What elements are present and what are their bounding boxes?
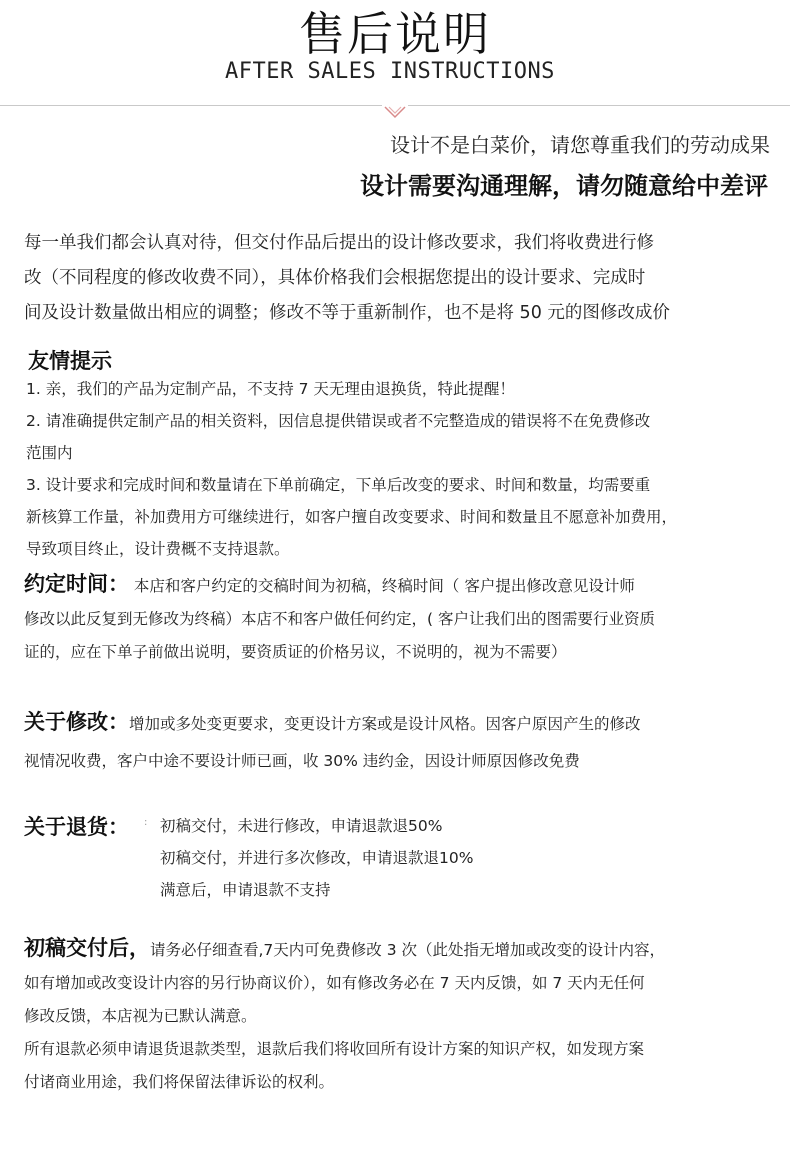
- agreed-time-line: 修改以此反复到无修改为终稿）本店不和客户做任何约定，( 客户让我们出的图需要行业资质: [24, 610, 655, 628]
- tip-line: 范围内: [26, 444, 73, 462]
- tip-line: 导致项目终止，设计费概不支持退款。: [26, 540, 290, 558]
- return-item: 满意后，申请退款不支持: [160, 881, 331, 899]
- tip-line: 2. 请准确提供定制产品的相关资料，因信息提供错误或者不完整造成的错误将不在免费修改: [26, 412, 651, 430]
- agreed-time-line: 证的，应在下单子前做出说明，要资质证的价格另议，不说明的，视为不需要）: [24, 643, 567, 661]
- agreed-time-first-line: [24, 568, 784, 603]
- agreed-time-section: [24, 568, 784, 669]
- tips-heading: 友情提示: [28, 349, 112, 373]
- about-returns-list: [160, 810, 473, 906]
- intro-paragraph: [24, 226, 774, 331]
- intro-line: 间及设计数量做出相应的调整；修改不等于重新制作，也不是将 50 元的图修改成价: [24, 303, 670, 323]
- intro-line: 改（不同程度的修改收费不同），具体价格我们会根据您提出的设计要求、完成时: [24, 268, 646, 288]
- about-changes-heading: 关于修改：: [24, 710, 129, 734]
- after-delivery-line: 修改反馈，本店视为已默认满意。: [24, 1007, 257, 1025]
- about-returns-mark: :: [144, 817, 148, 828]
- tip-line: 新核算工作量，补加费用方可继续进行，如客户擅自改变要求、时间和数量且不愿意补加费用，: [26, 508, 678, 526]
- return-item: 初稿交付，未进行修改，申请退款退50%: [160, 817, 443, 835]
- agreed-time-heading: 约定时间：: [24, 572, 129, 596]
- after-delivery-line: 请务必仔细查看,7天内可免费修改 3 次（此处指无增加或改变的设计内容，: [150, 941, 666, 959]
- after-delivery-line: 所有退款必须申请退货退款类型，退款后我们将收回所有设计方案的知识产权，如发现方案: [24, 1040, 645, 1058]
- return-item: 初稿交付，并进行多次修改，申请退款退10%: [160, 849, 474, 867]
- intro-line: 每一单我们都会认真对待，但交付作品后提出的设计修改要求，我们将收费进行修: [24, 233, 654, 253]
- page-title: 售后说明: [299, 7, 491, 61]
- tip-line: 1. 亲，我们的产品为定制产品，不支持 7 天无理由退换货，特此提醒！: [26, 380, 515, 398]
- about-changes-first-line: [24, 706, 784, 741]
- about-changes-line: 视情况收费，客户中途不要设计师已画，收 30% 违约金，因设计师原因修改免费: [24, 752, 580, 770]
- after-delivery-line: 如有增加或改变设计内容的另行协商议价），如有修改务必在 7 天内反馈，如 7 天内无任何: [24, 974, 645, 992]
- tips-list: [26, 373, 776, 565]
- after-delivery-first-line: [24, 932, 784, 967]
- slogan-no-bad-review: 设计需要沟通理解，请勿随意给中差评: [360, 172, 768, 200]
- tip-line: 3. 设计要求和完成时间和数量请在下单前确定，下单后改变的要求、时间和数量，均需要重: [26, 476, 651, 494]
- chevron-down-icon: [382, 104, 408, 122]
- page-subtitle: AFTER SALES INSTRUCTIONS: [225, 59, 555, 84]
- after-delivery-section: [24, 932, 784, 1099]
- about-returns-heading: 关于退货：: [24, 815, 129, 839]
- after-delivery-heading: 初稿交付后，: [24, 936, 150, 960]
- about-changes-section: [24, 706, 784, 778]
- about-changes-line: 增加或多处变更要求，变更设计方案或是设计风格。因客户原因产生的修改: [129, 715, 641, 733]
- slogan-respect: 设计不是白菜价，请您尊重我们的劳动成果: [390, 133, 770, 157]
- after-delivery-line: 付诸商业用途，我们将保留法律诉讼的权利。: [24, 1073, 335, 1091]
- agreed-time-line: 本店和客户约定的交稿时间为初稿，终稿时间（ 客户提出修改意见设计师: [129, 577, 635, 595]
